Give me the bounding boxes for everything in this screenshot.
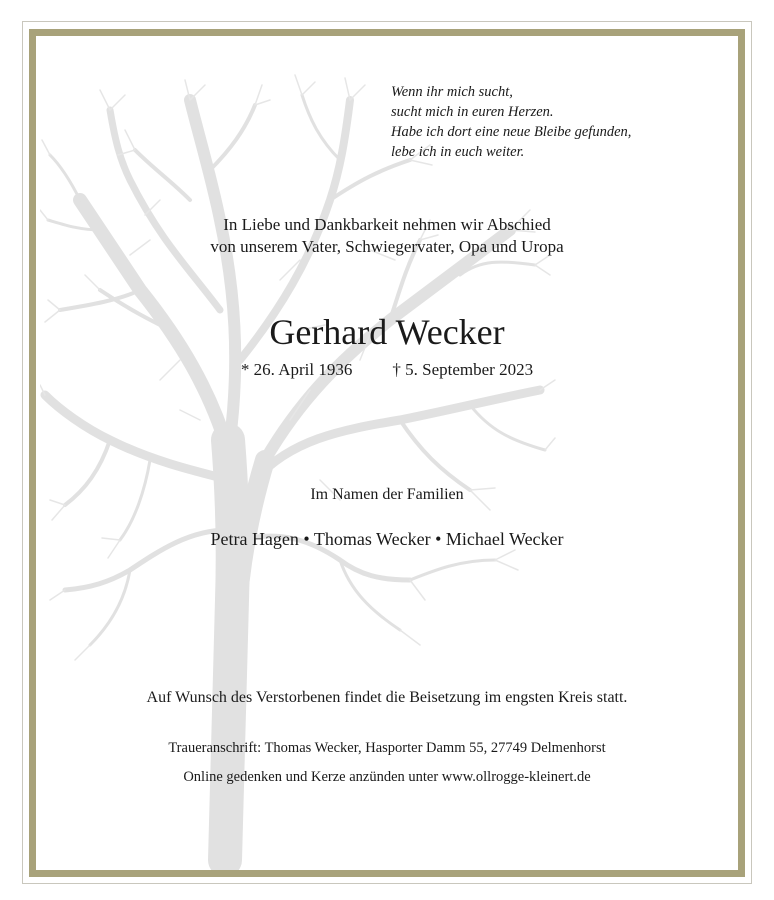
intro-line-2: von unserem Vater, Schwiegervater, Opa und Uropa [210,237,564,256]
birth-date: * 26. April 1936 [240,360,353,379]
family-label: Im Namen der Familien [310,486,464,503]
burial-notice: Auf Wunsch des Verstorbenen findet die Beisetzung im engsten Kreis statt. [146,689,628,706]
mourning-address: Traueranschrift: Thomas Wecker, Hasporter Damm 55, 27749 Delmenhorst [168,740,606,756]
family-names: Petra Hagen • Thomas Wecker • Michael Wecker [210,529,564,549]
intro-text [0,214,774,258]
deceased-name: Gerhard Wecker [269,312,505,352]
poem-line: sucht mich in euren Herzen. [391,104,554,120]
poem-line: lebe ich in euch weiter. [391,144,525,160]
death-date: † 5. September 2023 [392,360,534,379]
intro-line-1: In Liebe und Dankbarkeit nehmen wir Abschied [223,215,551,234]
poem-line: Habe ich dort eine neue Bleibe gefunden, [391,124,632,140]
life-dates [0,360,774,380]
poem-line: Wenn ihr mich sucht, [391,84,513,100]
online-memorial: Online gedenken und Kerze anzünden unter www.ollrogge-kleinert.de [183,769,591,785]
poem [391,82,631,162]
